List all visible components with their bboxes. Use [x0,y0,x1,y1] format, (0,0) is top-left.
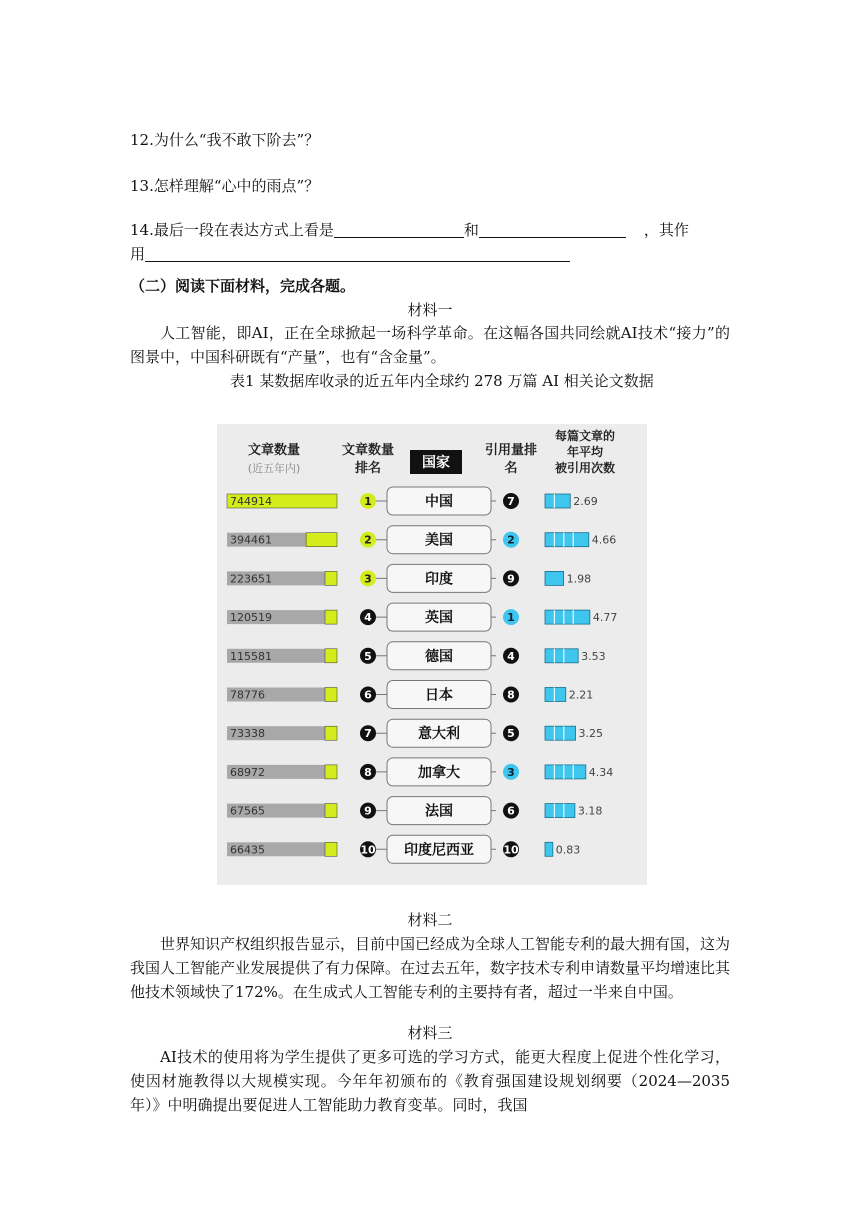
q14-blank-3[interactable] [145,246,570,262]
q14-blank-1[interactable] [334,222,464,238]
article-count-label: 68972 [230,765,265,779]
avg-citation-bar [545,494,570,508]
q14-middle: 和 [463,221,479,239]
article-count-label: 115581 [230,649,272,663]
article-bar [325,610,337,624]
country-label: 德国 [425,648,453,665]
q14-blank-2[interactable] [479,222,626,238]
section-heading: （二）阅读下面材料，完成各题。 [130,277,356,295]
article-bar [325,726,337,740]
citation-rank-label: 5 [507,727,515,741]
avg-citation-bar [545,610,590,624]
article-bar [325,842,337,856]
header-count: 文章数量 [247,443,301,458]
q14-prefix: 14.最后一段在表达方式上看是 [130,221,334,239]
citation-rank-label: 10 [503,843,519,857]
article-count-label: 78776 [230,688,265,702]
article-count-label: 66435 [230,843,265,857]
ai-paper-table-figure [217,424,647,885]
avg-citation-bar [545,649,578,663]
article-count-label: 120519 [230,611,272,625]
article-count-label: 67565 [230,804,265,818]
article-rank-label: 5 [364,649,372,663]
header-avg-line1: 年平均 [566,445,604,459]
article-rank-label: 10 [360,843,376,857]
citation-rank-label: 8 [507,688,515,702]
avg-citation-label: 3.25 [578,727,604,741]
article-rank-label: 4 [364,611,372,625]
avg-citation-label: 4.77 [592,611,618,625]
header-avg-line0: 每篇文章的 [554,429,616,443]
avg-citation-label: 2.21 [568,688,594,702]
article-rank-label: 1 [364,495,372,508]
article-bar [325,571,337,585]
country-label: 加拿大 [418,764,460,781]
country-label: 印度 [425,571,453,588]
avg-citation-label: 4.34 [588,765,614,779]
citation-rank-label: 6 [507,804,515,818]
avg-citation-label: 4.66 [591,533,617,547]
material1-body: 人工智能，即AI，正在全球掀起一场科学革命。在这幅各国共同绘就AI技术“接力”的图景中，中国科研既有“产量”，也有“含金量”。 [130,324,730,366]
country-label: 法国 [425,803,453,820]
header-count-rank-line0: 文章数量 [341,443,395,458]
citation-rank-label: 1 [507,611,515,625]
question-12: 12.为什么“我不敢下阶去”？ [130,131,320,149]
citation-rank-label: 3 [507,765,515,779]
citation-rank-label: 4 [507,649,515,663]
avg-citation-bar [545,571,564,585]
avg-citation-label: 0.83 [555,843,581,857]
material2-body: 世界知识产权组织报告显示，目前中国已经成为全球人工智能专利的最大拥有国，这为我国人工智能产业发展提供了有力保障。在过去五年，数字技术专利申请数量平均增速比其他技术领域快了172%。在生成式人工智能专利的主要持有者，超过一半来自中国。 [130,935,731,1001]
header-cite-rank-line0: 引用量排 [484,443,538,458]
avg-citation-bar [545,842,553,856]
country-label: 印度尼西亚 [404,842,474,859]
material2-title: 材料二 [407,911,453,929]
citation-rank-label: 2 [507,533,515,547]
material3-title: 材料三 [407,1024,453,1042]
article-rank-label: 3 [364,572,372,586]
avg-citation-bar [545,533,589,547]
article-bar [325,688,337,702]
avg-citation-label: 2.69 [573,495,598,508]
avg-citation-bar [545,726,576,740]
country-label: 美国 [425,532,453,549]
country-label: 日本 [425,687,453,704]
q14-suffix: ，其作 [643,221,689,239]
table-caption: 表1 某数据库收录的近五年内全球约 278 万篇 AI 相关论文数据 [230,372,654,390]
article-count-label: 223651 [230,572,272,586]
avg-citation-label: 3.53 [581,649,606,663]
citation-rank-label: 7 [507,495,515,508]
article-rank-label: 2 [364,533,372,547]
article-bar [306,533,337,547]
article-bar [325,765,337,779]
q14-line2-start: 用 [130,245,146,263]
article-count-label: 744914 [230,495,272,508]
question-14-line2 [130,243,570,264]
citation-rank-label: 9 [507,572,515,586]
article-count-label: 73338 [230,727,265,741]
avg-citation-bar [545,804,575,818]
avg-citation-label: 1.98 [566,572,592,586]
header-count-sub: (近五年内) [247,462,301,475]
country-label: 中国 [425,494,453,510]
avg-citation-label: 3.18 [577,804,603,818]
header-count-rank-line1: 排名 [354,461,382,476]
article-bar [325,649,337,663]
header-cite-rank-line1: 名 [504,461,518,476]
article-rank-label: 9 [364,804,372,818]
avg-citation-bar [545,765,586,779]
question-13: 13.怎样理解“心中的雨点”？ [130,177,320,195]
country-label: 英国 [425,610,453,627]
chart-svg [217,424,647,885]
header-avg-line2: 被引用次数 [554,461,616,475]
article-rank-label: 6 [364,688,372,702]
header-country: 国家 [422,455,450,471]
article-bar [325,804,337,818]
article-rank-label: 7 [364,727,372,741]
country-label: 意大利 [418,726,460,743]
article-count-label: 394461 [230,533,272,547]
avg-citation-bar [545,688,566,702]
material3-body: AI技术的使用将为学生提供了更多可选的学习方式，能更大程度上促进个性化学习，使因材施教得以大规模实现。今年年初颁布的《教育强国建设规划纲要（2024—2035年）》中明确提出要促进人工智能助力教育变革。同时，我国 [130,1048,730,1114]
question-14 [130,219,689,240]
article-rank-label: 8 [364,765,372,779]
material1-title: 材料一 [407,301,453,319]
